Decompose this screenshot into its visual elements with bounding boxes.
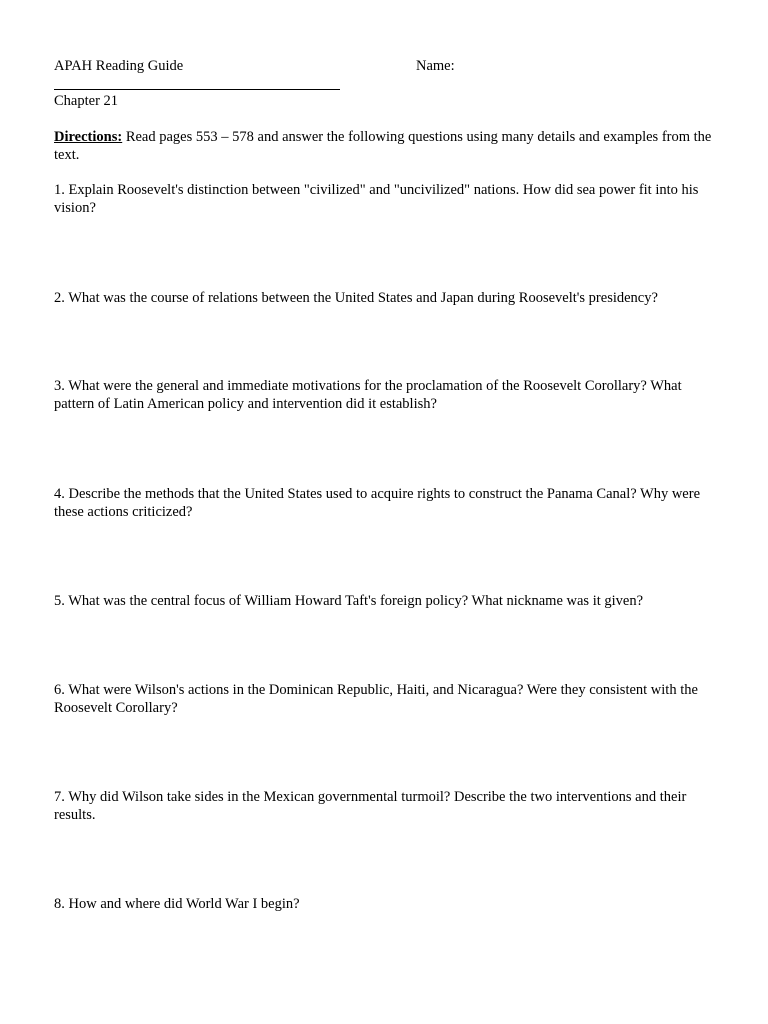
question-8: 8. How and where did World War I begin? <box>54 896 300 912</box>
question-7: 7. Why did Wilson take sides in the Mexican governmental turmoil? Describe the two interventions and their results. <box>54 789 687 823</box>
question-5: 5. What was the central focus of William Howard Taft's foreign policy? What nickname was it given? <box>54 593 644 609</box>
question-2: 2. What was the course of relations between the United States and Japan during Roosevelt's presidency? <box>54 290 658 306</box>
question-4: 4. Describe the methods that the United States used to acquire rights to construct the Panama Canal? Why were these actions criticized? <box>54 486 701 520</box>
question-1: 1. Explain Roosevelt's distinction between "civilized" and "uncivilized" nations. How did sea power fit into his vision? <box>54 182 699 216</box>
directions-label: Directions: <box>54 129 123 145</box>
directions-text: Read pages 553 – 578 and answer the following questions using many details and examples from the text. <box>54 129 712 163</box>
document-title: APAH Reading Guide <box>54 58 184 74</box>
directions-paragraph <box>54 128 714 164</box>
name-label: Name: <box>416 58 455 74</box>
chapter-heading: Chapter 21 <box>54 93 119 109</box>
name-underline <box>54 89 340 90</box>
question-6: 6. What were Wilson's actions in the Dominican Republic, Haiti, and Nicaragua? Were they consistent with the Roosevelt Corollary? <box>54 682 698 716</box>
question-3: 3. What were the general and immediate motivations for the proclamation of the Roosevelt Corollary? What pattern of Latin American policy and intervention did it establish? <box>54 378 682 412</box>
